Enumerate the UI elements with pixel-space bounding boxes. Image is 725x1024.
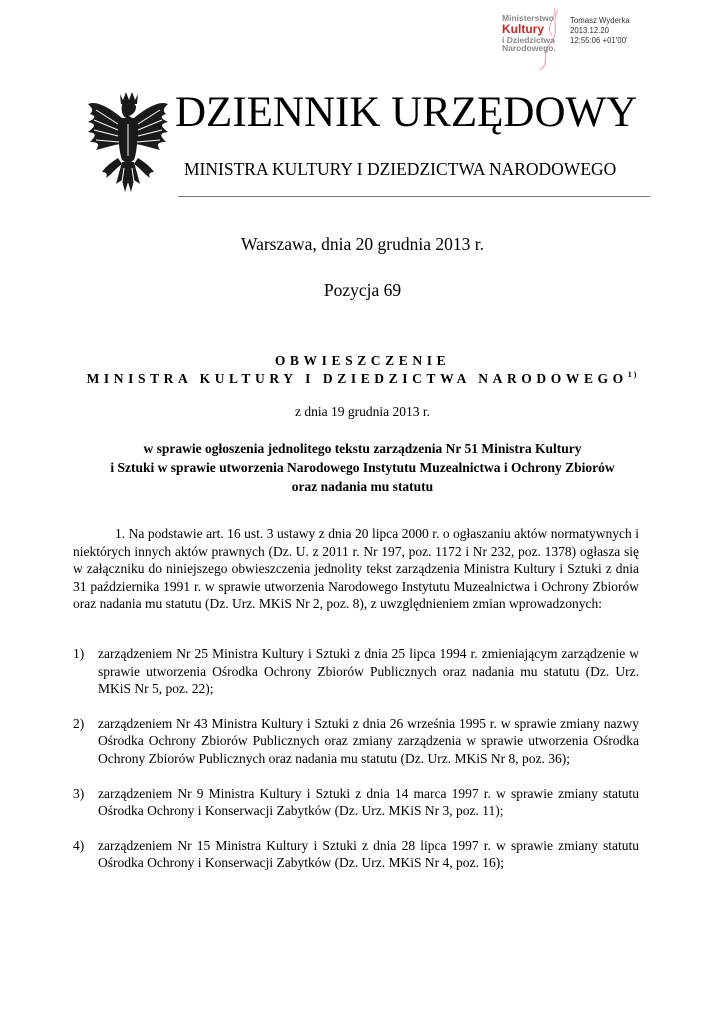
- logo-line-3: i Dziedzictwa: [502, 34, 555, 45]
- notice-subtitle: [0, 370, 725, 387]
- subject-line-1: w sprawie ogłoszenia jednolitego tekstu zarządzenia Nr 51 Ministra Kultury: [143, 441, 582, 456]
- list-item-text: zarządzeniem Nr 9 Ministra Kultury i Sztuki z dnia 14 marca 1997 r. w sprawie zmiany statutu Ośrodka Ochrony i Konserwacji Zabytków (Dz. Urz. MKiS Nr 3, poz. 11);: [98, 785, 639, 819]
- notice-subtitle-text: MINISTRA KULTURY I DZIEDZICTWA NARODOWEGO: [86, 371, 628, 386]
- signer-name: Tomasz Wyderka: [570, 16, 630, 25]
- position-text: Pozycja 69: [323, 280, 402, 300]
- list-item: [73, 785, 639, 820]
- subject-line-2: i Sztuki w sprawie utworzenia Narodowego Instytutu Muzealnictwa i Ochrony Zbiorów: [110, 460, 615, 475]
- dateline-text: Warszawa, dnia 20 grudnia 2013 r.: [240, 234, 485, 254]
- list-item-text: zarządzeniem Nr 25 Ministra Kultury i Sztuki z dnia 25 lipca 1994 r. zmieniającym zarządzenie w sprawie utworzenia Ośrodka Ochrony Zbiorów Publicznych oraz nadania mu statutu (Dz. Urz. MKiS Nr 5, poz. 22);: [98, 646, 639, 697]
- signature-details: [570, 16, 630, 46]
- footnote-marker: 1): [627, 370, 639, 379]
- list-item: [73, 837, 639, 872]
- notice-subject: [60, 439, 665, 496]
- list-item-text: zarządzeniem Nr 15 Ministra Kultury i Sztuki z dnia 28 lipca 1997 r. w sprawie zmiany statutu Ośrodka Ochrony i Konserwacji Zabytków (Dz. Urz. MKiS Nr 4, poz. 16);: [98, 837, 639, 871]
- logo-line-1: Ministerstwo: [502, 13, 554, 23]
- subject-line-3: oraz nadania mu statutu: [291, 479, 434, 494]
- notice-title: OBWIESZCZENIE: [274, 353, 451, 368]
- eagle-emblem-icon: [82, 88, 174, 196]
- position-number: [0, 280, 725, 301]
- signature-time: 12:55:06 +01'00': [570, 36, 628, 46]
- paragraph-1: 1. Na podstawie art. 16 ust. 3 ustawy z dnia 20 lipca 2000 r. o ogłaszaniu aktów normatywnych i niektórych innych aktów prawnych (Dz. U. z 2011 r. Nr 197, poz. 1172 i Nr 232, poz. 1378) ogłasza się w załączniku do niniejszego obwieszczenia jednolity tekst zarządzenia Ministra Kultury i Sztuki z dnia 31 października 1991 r. w sprawie utworzenia Narodowego Instytutu Muzealnictwa i Ochrony Zbiorów oraz nadania mu statutu (Dz. Urz. MKiS Nr 2, poz. 8), z uwzględnieniem zmian wprowadzonych:: [73, 526, 639, 612]
- header-divider: [178, 196, 650, 197]
- list-item: [73, 645, 639, 698]
- journal-title: DZIENNIK URZĘDOWY: [175, 89, 638, 136]
- notice-date: z dnia 19 grudnia 2013 r.: [295, 404, 430, 419]
- journal-subtitle: MINISTRA KULTURY I DZIEDZICTWA NARODOWEGO: [184, 159, 617, 179]
- list-item-number: 1): [73, 646, 85, 661]
- list-item-number: 4): [73, 837, 85, 853]
- logo-line-4: Narodowego.: [502, 43, 556, 54]
- digital-signature-stamp: [502, 12, 672, 67]
- list-item-number: 3): [73, 785, 85, 801]
- signature-date: 2013.12.20: [570, 26, 610, 36]
- dateline: [0, 234, 725, 255]
- list-item-text: zarządzeniem Nr 43 Ministra Kultury i Sztuki z dnia 26 września 1995 r. w sprawie zmiany nazwy Ośrodka Ochrony Zbiorów Publicznych oraz zmiany zarządzenia w sprawie utworzenia Ośrodka Ochrony Zbiorów Publicznych oraz nadania mu statutu (Dz. Urz. MKiS Nr 8, poz. 36);: [98, 715, 639, 766]
- list-item: [73, 715, 639, 768]
- ministry-logo: [502, 14, 568, 53]
- amendments-list: [73, 645, 639, 872]
- list-item-number: 2): [73, 715, 85, 731]
- logo-line-2: Kultury: [502, 21, 544, 36]
